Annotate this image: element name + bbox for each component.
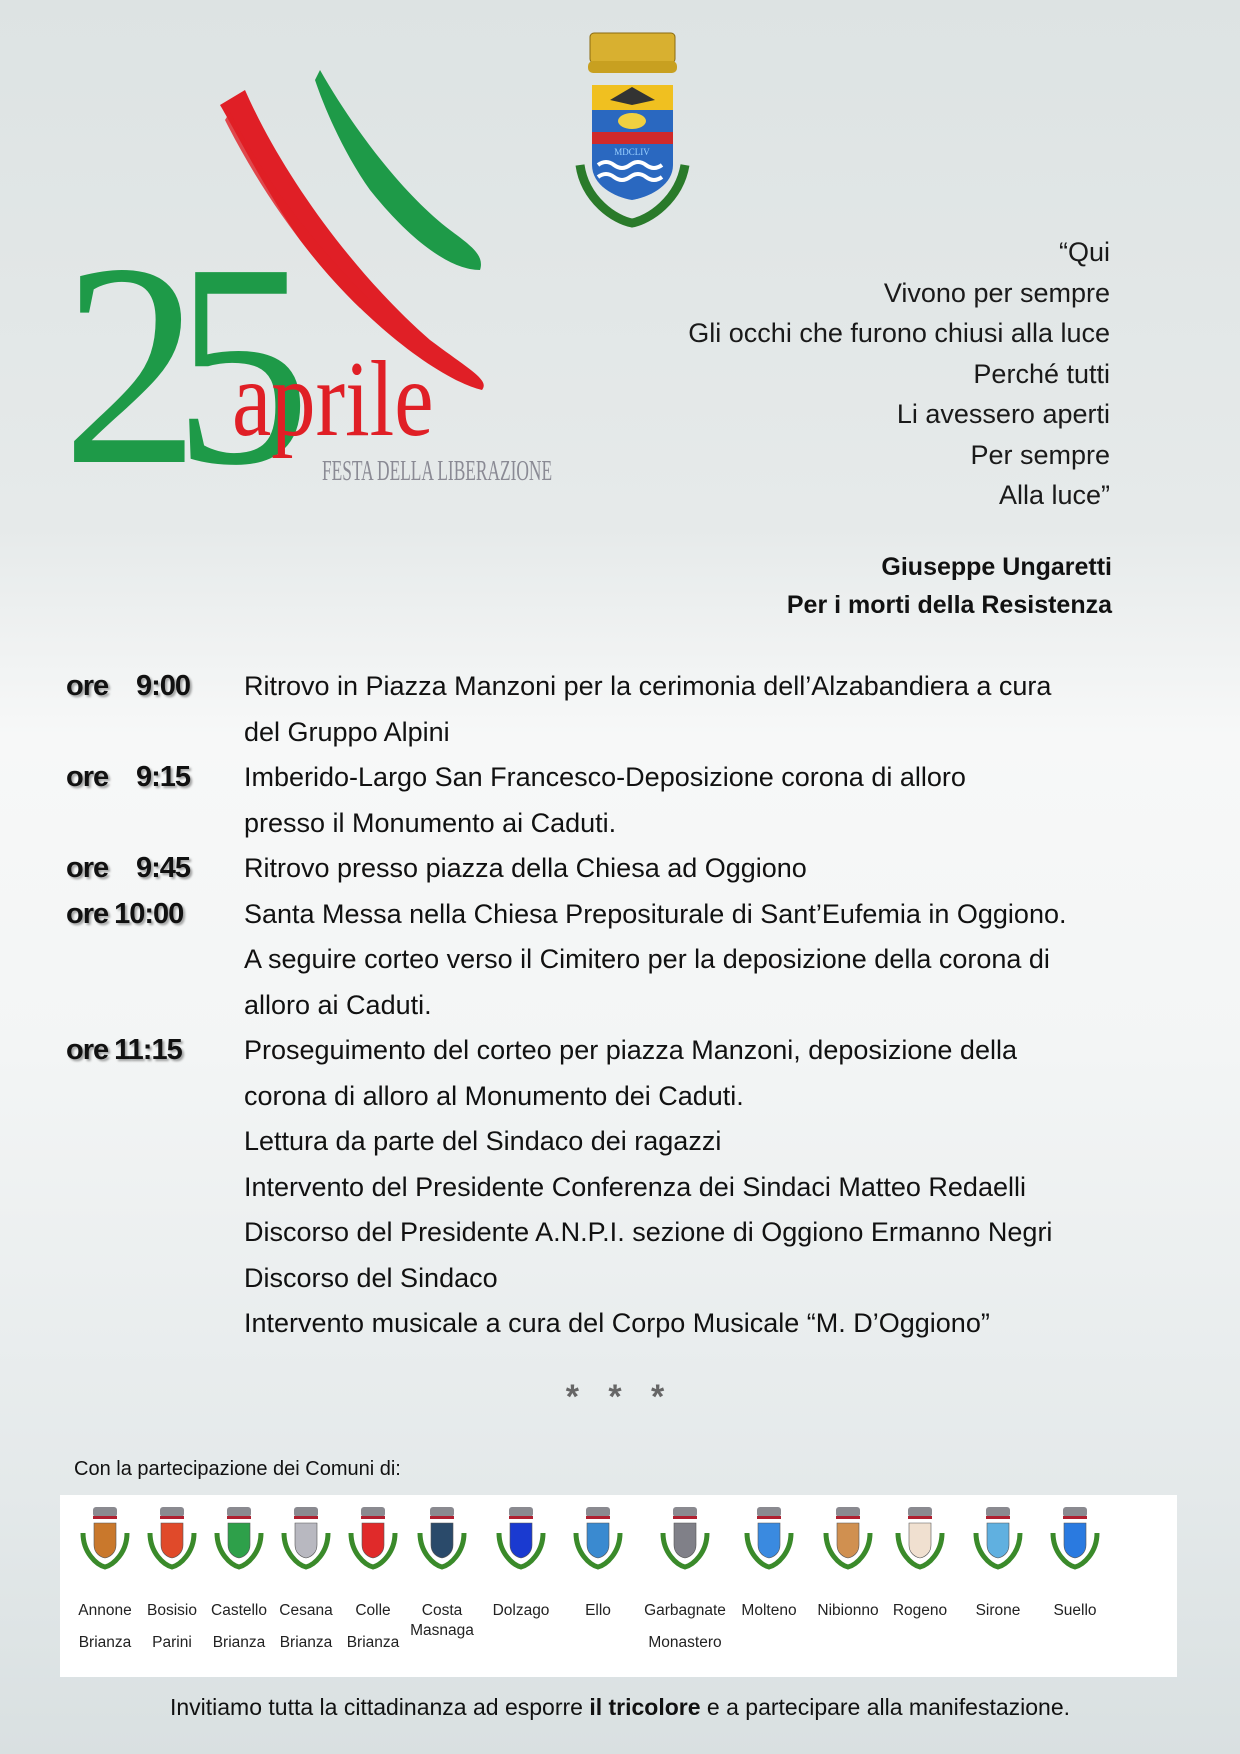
poem-line: “Qui <box>1058 237 1110 267</box>
municipal-crest-icon <box>1045 1505 1105 1575</box>
schedule-time: ore 10:00 <box>66 897 184 930</box>
poem-line: Alla luce” <box>998 480 1110 510</box>
municipality-name: Molteno <box>741 1602 797 1619</box>
municipality-item <box>553 1505 643 1627</box>
poem-line: Per sempre <box>970 439 1110 470</box>
municipality-item <box>640 1505 730 1659</box>
schedule-description: Ritrovo presso piazza della Chiesa ad Oggiono <box>244 853 807 883</box>
event-schedule <box>66 664 1186 1347</box>
schedule-item <box>66 755 1186 846</box>
municipality-name: Colle Brianza <box>346 1602 400 1651</box>
schedule-time: ore 11:15 <box>66 1034 182 1066</box>
municipality-name: Sirone <box>975 1602 1021 1619</box>
municipal-crest-icon <box>276 1505 336 1575</box>
municipal-crest-icon <box>209 1505 269 1575</box>
schedule-item <box>66 846 1186 892</box>
poem-line: Vivono per sempre <box>883 277 1110 308</box>
logo-subtitle: FESTA DELLA LIBERAZIONE <box>322 456 553 487</box>
schedule-time: ore 9:00 <box>66 670 191 702</box>
municipality-name: Bosisio Parini <box>147 1602 197 1651</box>
poem-attribution <box>787 548 1112 624</box>
municipal-crest-icon <box>343 1505 403 1575</box>
municipal-crest-icon <box>739 1505 799 1575</box>
schedule-description: Imberido-Largo San Francesco-Deposizione corona di alloro presso il Monumento ai Caduti. <box>244 762 966 838</box>
municipality-name: Suello <box>1053 1602 1097 1619</box>
municipal-crest-icon <box>818 1505 878 1575</box>
municipal-crest-icon <box>412 1505 472 1575</box>
municipality-name: Annone Brianza <box>78 1602 132 1651</box>
municipality-name: Nibionno <box>817 1602 879 1619</box>
schedule-item <box>66 664 1186 755</box>
tricolore-emphasis: il tricolore <box>589 1694 701 1720</box>
municipal-crest-icon <box>75 1505 135 1575</box>
municipality-name: Dolzago <box>492 1602 550 1619</box>
schedule-description: Santa Messa nella Chiesa Prepositurale di Sant’Eufemia in Oggiono. A seguire corteo verso il Cimitero per la deposizione della corona di alloro ai Caduti. <box>244 898 1067 1020</box>
municipal-crest-icon <box>142 1505 202 1575</box>
separator: * * * <box>565 1378 675 1416</box>
municipality-item <box>724 1505 814 1627</box>
festa-liberazione-logo <box>62 60 560 560</box>
schedule-time: ore 9:15 <box>66 761 191 793</box>
poem <box>688 232 1110 516</box>
logo-number: 25 <box>62 204 285 525</box>
municipality-name: Castello Brianza <box>211 1602 267 1651</box>
coat-of-arms-icon <box>560 25 705 235</box>
municipality-name: Garbagnate Monastero <box>644 1602 726 1651</box>
municipality-name: Cesana Brianza <box>279 1602 333 1651</box>
schedule-item <box>66 1028 1186 1347</box>
schedule-item <box>66 892 1186 1029</box>
poem-author: Giuseppe Ungaretti <box>881 553 1112 581</box>
municipality-item <box>397 1505 487 1641</box>
logo-word: aprile <box>232 340 434 459</box>
schedule-time: ore 9:45 <box>66 852 191 884</box>
svg-text:MDCLIV: MDCLIV <box>614 147 650 157</box>
schedule-description: Ritrovo in Piazza Manzoni per la cerimonia dell’Alzabandiera a cura del Gruppo Alpini <box>244 671 1052 747</box>
poem-work: Per i morti della Resistenza <box>786 591 1112 619</box>
municipal-crest-icon <box>568 1505 628 1575</box>
municipality-item <box>875 1505 965 1627</box>
municipality-name: Ello <box>585 1602 611 1619</box>
municipality-name: Rogeno <box>892 1602 948 1619</box>
oggiono-coat-of-arms <box>560 25 705 235</box>
municipal-crest-icon <box>890 1505 950 1575</box>
municipality-name: Costa Masnaga <box>410 1602 474 1639</box>
poem-line: Li avessero aperti <box>896 399 1110 429</box>
poem-line: Gli occhi che furono chiusi alla luce <box>688 318 1110 348</box>
schedule-description: Proseguimento del corteo per piazza Manzoni, deposizione della corona di alloro al Monumento dei Caduti. Lettura da parte del Sindaco dei ragazzi Intervento del Presidente Conferenza dei Sindaci Matteo Redaelli Discorso del Presidente A.N.P.I. sezione di Oggiono Ermanno Negri Discorso del Sindaco Intervento musicale a cura del Corpo Musicale “M. D’Oggiono” <box>244 1035 1053 1338</box>
municipal-crest-icon <box>491 1505 551 1575</box>
municipal-crest-icon <box>968 1505 1028 1575</box>
municipality-item <box>1030 1505 1120 1627</box>
invitation-footer: Invitiamo tutta la cittadinanza ad esporre il tricolore e a partecipare alla manifestazione. <box>169 1694 1071 1720</box>
participating-municipalities <box>60 1495 1177 1677</box>
poem-line: Perché tutti <box>973 358 1110 389</box>
municipal-crest-icon <box>655 1505 715 1575</box>
partecipation-label: Con la partecipazione dei Comuni di: <box>74 1458 401 1480</box>
